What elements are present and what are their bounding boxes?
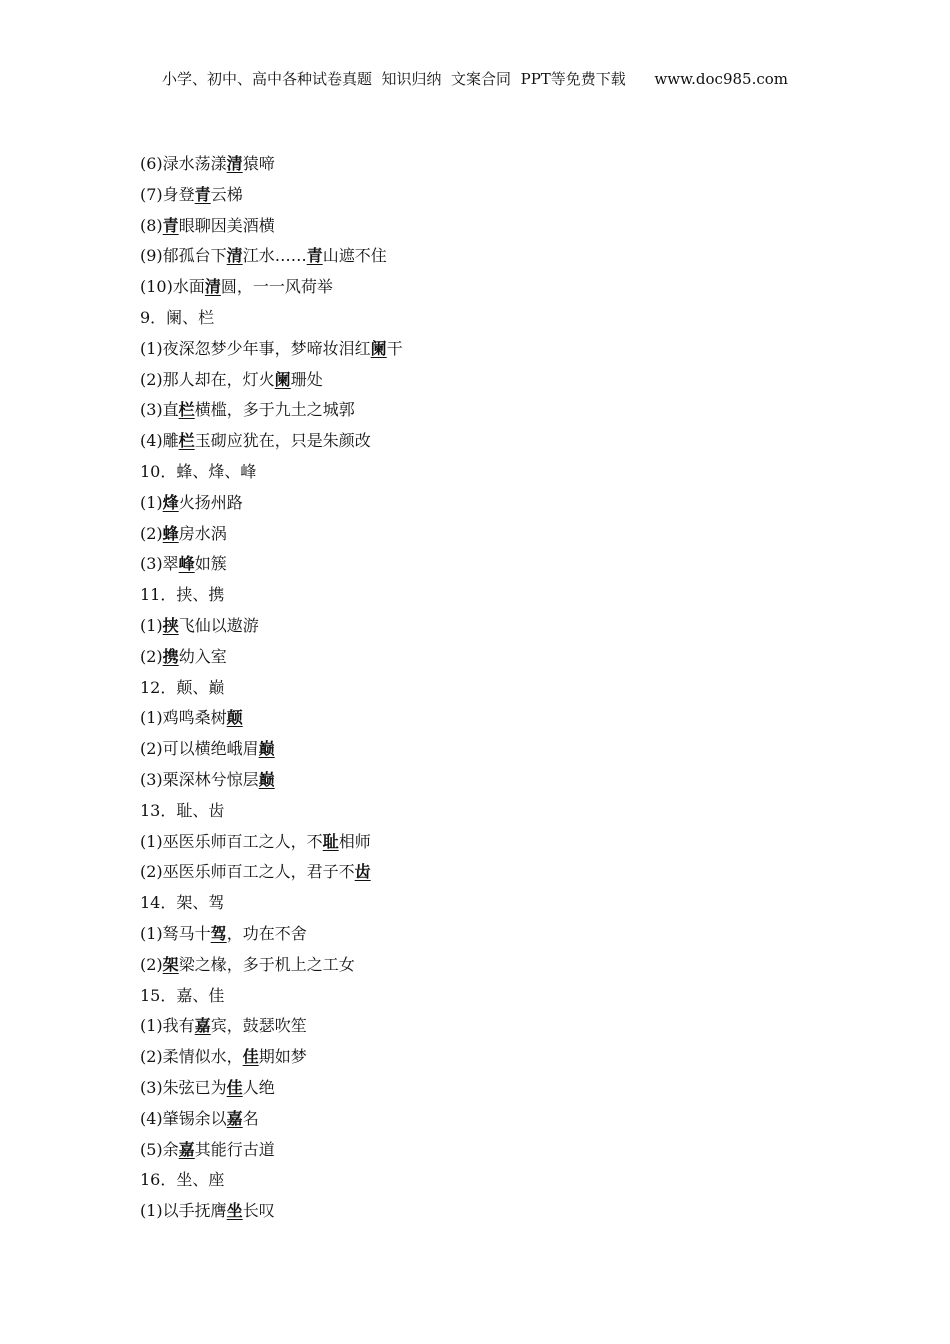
text-segment: 珊处 — [290, 369, 323, 389]
document-body — [140, 149, 840, 1227]
text-segment: (1)巫医乐师百工之人，不 — [140, 831, 323, 851]
text-segment: (2)柔情似水， — [140, 1047, 243, 1067]
underlined-character: 清 — [204, 277, 221, 297]
underlined-character: 栏 — [178, 400, 195, 420]
text-segment: (10)水面 — [140, 277, 205, 297]
text-segment: 16．坐、座 — [140, 1170, 225, 1190]
text-line — [140, 703, 840, 734]
underlined-character: 嘉 — [226, 1108, 243, 1128]
page-header — [0, 68, 950, 90]
underlined-character: 清 — [226, 246, 243, 266]
underlined-character: 阑 — [370, 338, 387, 358]
text-segment: 长叹 — [242, 1201, 275, 1221]
text-line — [140, 303, 840, 334]
text-segment: (2)巫医乐师百工之人，君子不 — [140, 862, 355, 882]
underlined-character: 挟 — [162, 615, 179, 635]
text-segment: 玉砌应犹在，只是朱颜改 — [194, 431, 371, 451]
text-line — [140, 334, 840, 365]
underlined-character: 清 — [226, 154, 243, 173]
underlined-character: 携 — [162, 646, 179, 666]
text-line — [140, 1073, 840, 1104]
text-segment: 9．阑、栏 — [140, 307, 215, 327]
text-segment: 房水涡 — [178, 523, 227, 543]
text-line — [140, 796, 840, 827]
underlined-character: 颠 — [226, 708, 243, 728]
text-line — [140, 149, 840, 180]
text-segment: (6)渌水荡漾 — [140, 154, 227, 173]
text-segment: 眼聊因美酒横 — [178, 215, 275, 235]
header-left-text: 小学、初中、高中各种试卷真题 知识归纳 文案合同 PPT等免费下载 — [161, 70, 626, 88]
underlined-character: 蜂 — [162, 523, 179, 543]
underlined-character: 烽 — [162, 492, 179, 512]
text-segment: (2) — [140, 646, 163, 666]
text-segment: (1)驽马十 — [140, 923, 211, 943]
text-segment: 期如梦 — [258, 1047, 307, 1067]
text-segment: 云梯 — [210, 184, 243, 204]
text-segment: 干 — [386, 338, 403, 358]
text-line — [140, 1165, 840, 1196]
text-segment: (2)可以横绝峨眉 — [140, 739, 259, 759]
underlined-character: 驾 — [210, 923, 227, 943]
text-segment: (8) — [140, 215, 163, 235]
text-line — [140, 272, 840, 303]
text-segment: 梁之椽，多于机上之工女 — [178, 954, 355, 974]
text-segment: (2)那人却在，灯火 — [140, 369, 275, 389]
text-line — [140, 241, 840, 272]
text-segment: (4)肇锡余以 — [140, 1108, 227, 1128]
text-line — [140, 1135, 840, 1166]
text-line — [140, 211, 840, 242]
underlined-character: 巅 — [258, 739, 275, 759]
underlined-character: 青 — [194, 184, 211, 204]
underlined-character: 坐 — [226, 1201, 243, 1221]
text-segment: 山遮不住 — [322, 246, 387, 266]
text-segment: (4)雕 — [140, 431, 179, 451]
text-segment: (3)栗深林兮惊层 — [140, 769, 259, 789]
underlined-character: 青 — [306, 246, 323, 266]
underlined-character: 齿 — [354, 862, 371, 882]
text-segment: (3)朱弦已为 — [140, 1077, 227, 1097]
underlined-character: 佳 — [226, 1077, 243, 1097]
underlined-character: 青 — [162, 215, 179, 235]
text-segment: (2) — [140, 523, 163, 543]
text-line — [140, 981, 840, 1012]
underlined-character: 栏 — [178, 431, 195, 451]
text-segment: 江水…… — [242, 246, 307, 266]
text-segment: (7)身登 — [140, 184, 195, 204]
text-segment: (1) — [140, 615, 163, 635]
underlined-character: 佳 — [242, 1047, 259, 1067]
text-segment: 圆，一一风荷举 — [220, 277, 333, 297]
text-segment: (3)直 — [140, 400, 179, 420]
underlined-character: 巅 — [258, 769, 275, 789]
text-segment: (9)郁孤台下 — [140, 246, 227, 266]
text-segment: 10．蜂、烽、峰 — [140, 461, 257, 481]
text-line — [140, 1042, 840, 1073]
text-segment: 11．挟、携 — [140, 585, 225, 605]
text-line — [140, 888, 840, 919]
text-line — [140, 1011, 840, 1042]
text-segment: (1)以手抚膺 — [140, 1201, 227, 1221]
text-line — [140, 827, 840, 858]
text-line — [140, 1196, 840, 1227]
header-website: www.doc985.com — [654, 70, 788, 88]
text-segment: 名 — [242, 1108, 259, 1128]
text-line — [140, 734, 840, 765]
underlined-character: 架 — [162, 954, 179, 974]
text-segment: 火扬州路 — [178, 492, 243, 512]
text-segment: (1)夜深忽梦少年事，梦啼妆泪红 — [140, 338, 371, 358]
text-line — [140, 180, 840, 211]
text-line — [140, 549, 840, 580]
text-segment: ，功在不舍 — [226, 923, 307, 943]
text-line — [140, 642, 840, 673]
text-line — [140, 673, 840, 704]
underlined-character: 嘉 — [194, 1016, 211, 1036]
text-segment: 如簇 — [194, 554, 227, 574]
text-line — [140, 580, 840, 611]
underlined-character: 阑 — [274, 369, 291, 389]
text-segment: (3)翠 — [140, 554, 179, 574]
text-segment: 人绝 — [242, 1077, 275, 1097]
text-line — [140, 611, 840, 642]
text-line — [140, 919, 840, 950]
text-line — [140, 395, 840, 426]
text-segment: 14．架、驾 — [140, 893, 225, 913]
text-segment: 15．嘉、佳 — [140, 985, 225, 1005]
text-segment: 猿啼 — [242, 154, 275, 173]
text-line — [140, 426, 840, 457]
text-line — [140, 457, 840, 488]
text-segment: (1)我有 — [140, 1016, 195, 1036]
text-segment: 横槛，多于九土之城郭 — [194, 400, 355, 420]
text-line — [140, 765, 840, 796]
text-line — [140, 950, 840, 981]
underlined-character: 嘉 — [178, 1139, 195, 1159]
text-segment: 其能行古道 — [194, 1139, 275, 1159]
text-line — [140, 365, 840, 396]
text-line — [140, 519, 840, 550]
text-segment: (5)余 — [140, 1139, 179, 1159]
text-line — [140, 1104, 840, 1135]
text-segment: 13．耻、齿 — [140, 800, 225, 820]
underlined-character: 峰 — [178, 554, 195, 574]
text-line — [140, 857, 840, 888]
text-segment: 宾，鼓瑟吹笙 — [210, 1016, 307, 1036]
text-segment: (1) — [140, 492, 163, 512]
text-segment: 飞仙以遨游 — [178, 615, 259, 635]
text-segment: 幼入室 — [178, 646, 227, 666]
text-segment: (1)鸡鸣桑树 — [140, 708, 227, 728]
text-segment: 相师 — [338, 831, 371, 851]
text-line — [140, 488, 840, 519]
text-segment: 12．颠、巅 — [140, 677, 225, 697]
underlined-character: 耻 — [322, 831, 339, 851]
text-segment: (2) — [140, 954, 163, 974]
